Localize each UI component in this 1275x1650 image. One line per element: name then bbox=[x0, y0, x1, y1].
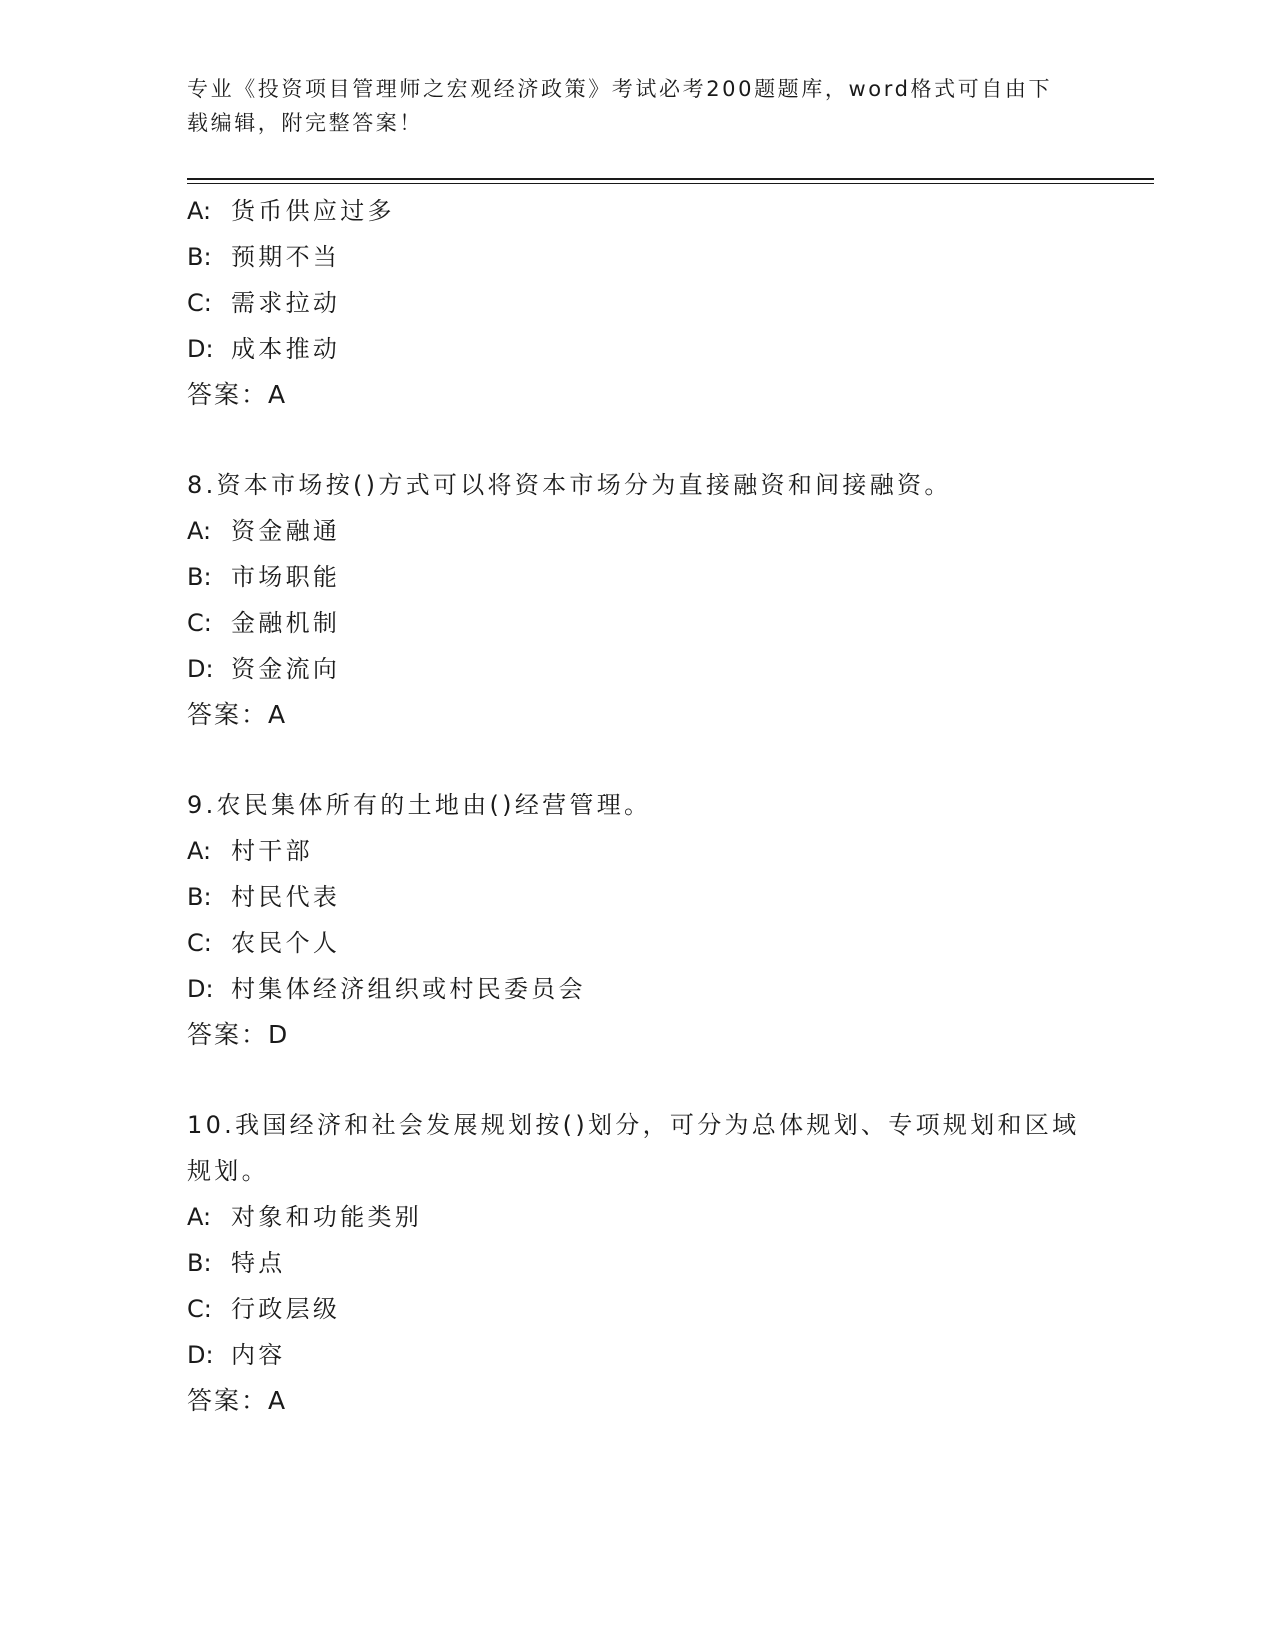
option-a bbox=[187, 1194, 1087, 1240]
question-block bbox=[187, 462, 1087, 738]
option-letter: A: bbox=[187, 517, 212, 545]
option-c bbox=[187, 280, 1087, 326]
question-text: 8.资本市场按()方式可以将资本市场分为直接融资和间接融资。 bbox=[187, 471, 952, 499]
option-text: 对象和功能类别 bbox=[231, 1203, 423, 1231]
option-text: 资金融通 bbox=[231, 517, 341, 545]
option-letter: C: bbox=[187, 1295, 212, 1323]
option-text: 市场职能 bbox=[231, 563, 341, 591]
option-b bbox=[187, 234, 1087, 280]
option-text: 货币供应过多 bbox=[231, 197, 395, 225]
answer-line: 答案：A bbox=[187, 700, 288, 729]
option-text: 需求拉动 bbox=[231, 289, 341, 317]
option-text: 金融机制 bbox=[231, 609, 341, 637]
option-d bbox=[187, 646, 1087, 692]
option-d bbox=[187, 326, 1087, 372]
option-letter: B: bbox=[187, 243, 212, 271]
option-letter: D: bbox=[187, 975, 214, 1003]
question-block bbox=[187, 1102, 1087, 1424]
option-letter: D: bbox=[187, 655, 214, 683]
option-c bbox=[187, 1286, 1087, 1332]
option-text: 特点 bbox=[231, 1249, 286, 1277]
option-text: 农民个人 bbox=[231, 929, 341, 957]
option-letter: A: bbox=[187, 1203, 212, 1231]
question-text: 10.我国经济和社会发展规划按()划分，可分为总体规划、专项规划和区域规划。 bbox=[187, 1111, 1080, 1185]
option-c bbox=[187, 920, 1087, 966]
header-divider-thin bbox=[187, 183, 1154, 184]
answer-line: 答案：A bbox=[187, 1386, 288, 1415]
header-divider bbox=[187, 178, 1154, 180]
question-text: 9.农民集体所有的土地由()经营管理。 bbox=[187, 791, 652, 819]
option-letter: C: bbox=[187, 929, 212, 957]
option-letter: C: bbox=[187, 289, 212, 317]
option-b bbox=[187, 554, 1087, 600]
question-block bbox=[187, 782, 1087, 1058]
answer-line: 答案：D bbox=[187, 1020, 290, 1049]
option-letter: D: bbox=[187, 1341, 214, 1369]
option-text: 成本推动 bbox=[231, 335, 341, 363]
option-d bbox=[187, 1332, 1087, 1378]
page-header: 专业《投资项目管理师之宏观经济政策》考试必考200题题库，word格式可自由下载编辑，附完整答案！ bbox=[187, 77, 1053, 135]
option-b bbox=[187, 1240, 1087, 1286]
question-list bbox=[187, 188, 1087, 1424]
option-a bbox=[187, 828, 1087, 874]
answer-line: 答案：A bbox=[187, 380, 288, 409]
option-a bbox=[187, 188, 1087, 234]
option-letter: C: bbox=[187, 609, 212, 637]
option-text: 资金流向 bbox=[231, 655, 341, 683]
option-text: 预期不当 bbox=[231, 243, 341, 271]
option-letter: B: bbox=[187, 1249, 212, 1277]
option-b bbox=[187, 874, 1087, 920]
option-a bbox=[187, 508, 1087, 554]
option-letter: A: bbox=[187, 197, 212, 225]
option-letter: B: bbox=[187, 883, 212, 911]
option-text: 内容 bbox=[231, 1341, 286, 1369]
option-text: 行政层级 bbox=[231, 1295, 341, 1323]
option-d bbox=[187, 966, 1087, 1012]
option-text: 村集体经济组织或村民委员会 bbox=[231, 975, 586, 1003]
option-text: 村民代表 bbox=[231, 883, 341, 911]
option-letter: A: bbox=[187, 837, 212, 865]
option-letter: D: bbox=[187, 335, 214, 363]
option-text: 村干部 bbox=[231, 837, 313, 865]
option-c bbox=[187, 600, 1087, 646]
option-letter: B: bbox=[187, 563, 212, 591]
question-block bbox=[187, 188, 1087, 418]
